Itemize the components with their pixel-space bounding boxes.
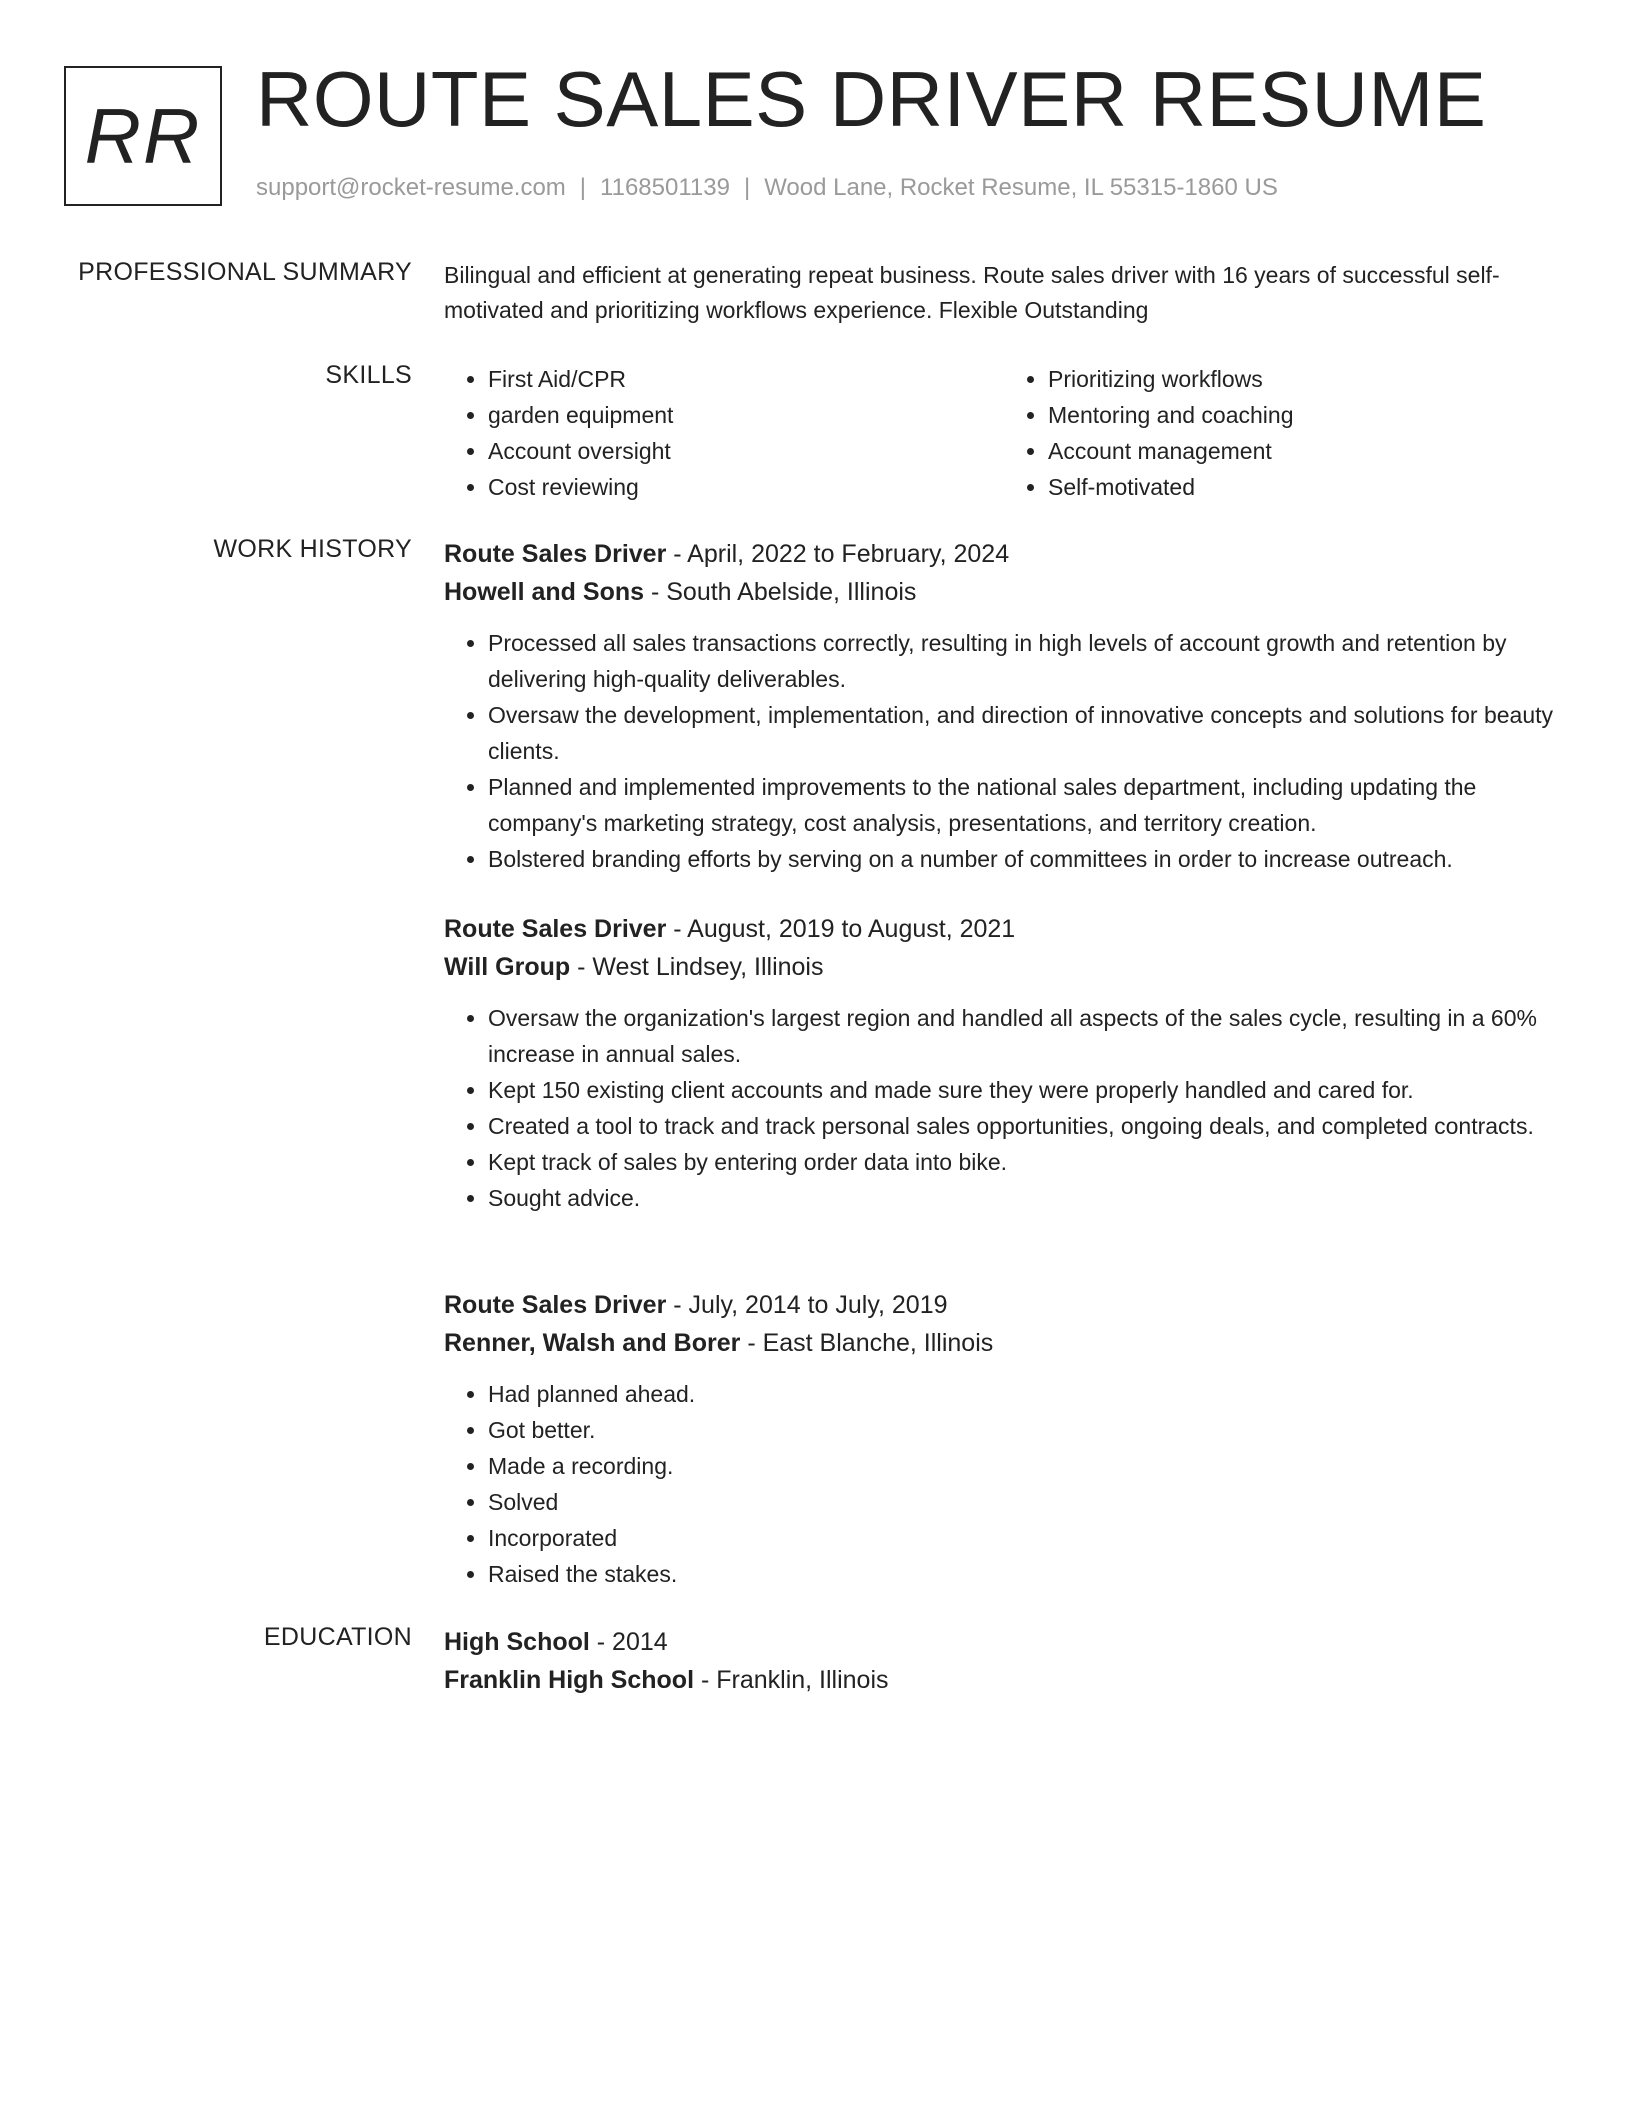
job-title-line (444, 1286, 1564, 1324)
section-label-education: EDUCATION (263, 1623, 412, 1651)
job-company-line (444, 1324, 1564, 1362)
job-dates: - August, 2019 to August, 2021 (666, 915, 1016, 943)
job-title: Route Sales Driver (444, 540, 667, 568)
skill-item: • Prioritizing workflows (1048, 361, 1564, 397)
contact-address: Wood Lane, Rocket Resume, IL 55315-1860 US (764, 174, 1278, 201)
job-company: Renner, Walsh and Borer (444, 1329, 741, 1357)
job-dates: - July, 2014 to July, 2019 (666, 1291, 948, 1319)
job-bullets (444, 1000, 1564, 1216)
job-bullet: • Bolstered branding efforts by serving on a number of committees in order to increase outreach. (488, 841, 1564, 877)
skills-body (444, 361, 1564, 505)
contact-email: support@rocket-resume.com (256, 174, 566, 201)
job-entry (444, 910, 1564, 1216)
summary-body (444, 258, 1564, 328)
job-entry (444, 1286, 1564, 1592)
education-school-line (444, 1661, 1564, 1699)
skill-item: • Self-motivated (1048, 469, 1564, 505)
summary-text: Bilingual and efficient at generating repeat business. Route sales driver with 16 years of successful self-motivated and prioritizing workflows experience. Flexible Outstanding (444, 262, 1500, 323)
contact-separator: | (579, 174, 587, 201)
education-body (444, 1623, 1564, 1699)
job-bullets (444, 1376, 1564, 1592)
page-title: ROUTE SALES DRIVER RESUME (256, 55, 1487, 143)
job-bullet: • Created a tool to track and track personal sales opportunities, ongoing deals, and completed contracts. (488, 1108, 1564, 1144)
job-bullet: • Had planned ahead. (488, 1376, 1564, 1412)
job-bullet: • Got better. (488, 1412, 1564, 1448)
skill-item: • Cost reviewing (488, 469, 1004, 505)
job-bullet: • Kept 150 existing client accounts and made sure they were properly handled and cared for. (488, 1072, 1564, 1108)
job-bullet: • Processed all sales transactions correctly, resulting in high levels of account growth and retention by delivering high-quality deliverables. (488, 625, 1564, 697)
education-location: - Franklin, Illinois (694, 1666, 889, 1694)
job-company-line (444, 948, 1564, 986)
job-bullet: • Oversaw the development, implementation, and direction of innovative concepts and solutions for beauty clients. (488, 697, 1564, 769)
skill-item: • Mentoring and coaching (1048, 397, 1564, 433)
section-label-skills: SKILLS (325, 361, 412, 389)
job-bullet: • Planned and implemented improvements to the national sales department, including updating the company's marketing strategy, cost analysis, presentations, and territory creation. (488, 769, 1564, 841)
skills-column-right (1004, 361, 1564, 505)
job-bullet: • Made a recording. (488, 1448, 1564, 1484)
job-dates: - April, 2022 to February, 2024 (666, 540, 1010, 568)
skill-item: • garden equipment (488, 397, 1004, 433)
job-bullets (444, 625, 1564, 877)
job-location: - East Blanche, Illinois (740, 1329, 994, 1357)
education-year: - 2014 (589, 1628, 668, 1656)
education-degree-line (444, 1623, 1564, 1661)
section-label-summary: PROFESSIONAL SUMMARY (78, 258, 412, 286)
contact-phone: 1168501139 (600, 174, 730, 201)
job-title-line (444, 535, 1564, 573)
skill-item: • Account oversight (488, 433, 1004, 469)
job-company: Howell and Sons (444, 578, 645, 606)
contact-separator: | (743, 174, 751, 201)
contact-line (256, 174, 1278, 202)
job-bullet: • Kept track of sales by entering order data into bike. (488, 1144, 1564, 1180)
job-title: Route Sales Driver (444, 1291, 667, 1319)
education-degree: High School (444, 1628, 590, 1656)
job-location: - West Lindsey, Illinois (570, 953, 824, 981)
job-bullet: • Sought advice. (488, 1180, 1564, 1216)
job-bullet: • Oversaw the organization's largest region and handled all aspects of the sales cycle, resulting in a 60% increase in annual sales. (488, 1000, 1564, 1072)
job-location: - South Abelside, Illinois (644, 578, 917, 606)
monogram-logo: RR (64, 66, 222, 206)
skills-grid (444, 361, 1564, 505)
job-title-line (444, 910, 1564, 948)
skill-item: • Account management (1048, 433, 1564, 469)
job-company: Will Group (444, 953, 571, 981)
job-company-line (444, 573, 1564, 611)
education-school: Franklin High School (444, 1666, 695, 1694)
job-title: Route Sales Driver (444, 915, 667, 943)
skill-item: • First Aid/CPR (488, 361, 1004, 397)
job-entry (444, 535, 1564, 877)
skills-column-left (444, 361, 1004, 505)
job-bullet: • Incorporated (488, 1520, 1564, 1556)
section-label-work-history: WORK HISTORY (213, 535, 412, 563)
job-bullet: • Raised the stakes. (488, 1556, 1564, 1592)
job-bullet: • Solved (488, 1484, 1564, 1520)
